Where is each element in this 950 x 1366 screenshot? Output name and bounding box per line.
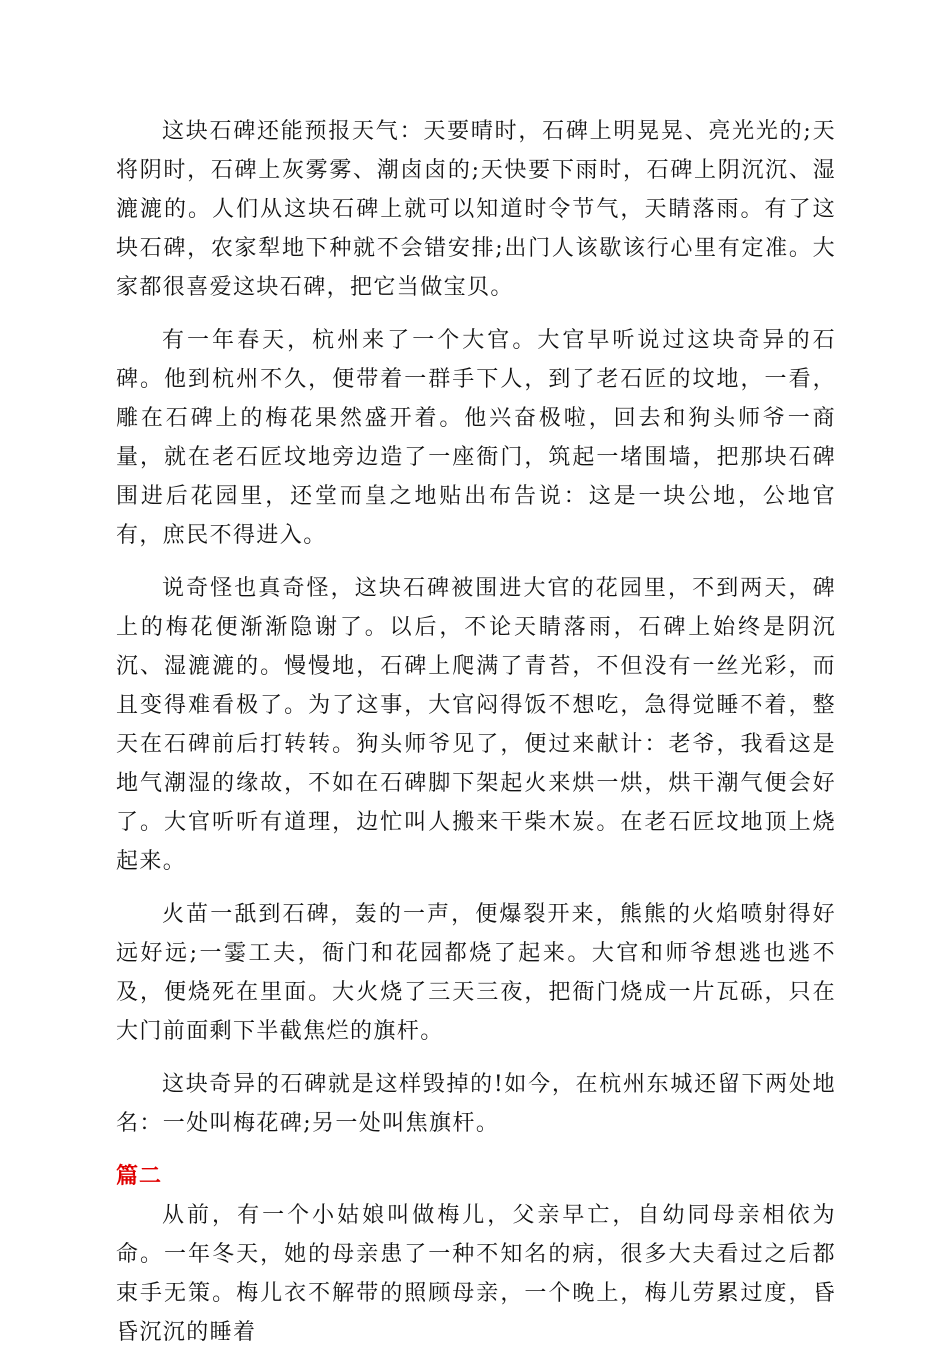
paragraph-fire: 火苗一舐到石碑，轰的一声，便爆裂开来，熊熊的火焰喷射得好远好远;一霎工夫，衙门和花园都烧了起来。大官和师爷想逃也逃不及，便烧死在里面。大火烧了三天三夜，把衙门烧成一片瓦砾，只在大门前面剩下半截焦烂的旗杆。 [116,902,836,1044]
paragraph-place-names: 这块奇异的石碑就是这样毁掉的!如今，在杭州东城还留下两处地名：一处叫梅花碑;另一处叫焦旗杆。 [116,1072,836,1136]
paragraph-meier: 从前，有一个小姑娘叫做梅儿，父亲早亡，自幼同母亲相依为命。一年冬天，她的母亲患了一种不知名的病，很多大夫看过之后都束手无策。梅儿衣不解带的照顾母亲，一个晚上，梅儿劳累过度，昏昏沉沉的睡着 [116,1203,836,1345]
paragraph-strange: 说奇怪也真奇怪，这块石碑被围进大官的花园里，不到两天，碑上的梅花便渐渐隐谢了。以后，不论天睛落雨，石碑上始终是阴沉沉、湿漉漉的。慢慢地，石碑上爬满了青苔，不但没有一丝光彩，而且变得难看极了。为了这事，大官闷得饭不想吃，急得觉睡不着，整天在石碑前后打转转。狗头师爷见了，便过来献计：老爷，我看这是地气潮湿的缘故，不如在石碑脚下架起火来烘一烘，烘干潮气便会好了。大官听听有道理，边忙叫人搬来干柴木炭。在老石匠坟地顶上烧起来。 [116,576,836,874]
document-page [116,112,836,1366]
section-heading: 篇二 [116,1164,163,1189]
paragraph-official: 有一年春天，杭州来了一个大官。大官早听说过这块奇异的石碑。他到杭州不久，便带着一群手下人，到了老石匠的坟地，一看，雕在石碑上的梅花果然盛开着。他兴奋极啦，回去和狗头师爷一商量，就在老石匠坟地旁边造了一座衙门，筑起一堵围墙，把那块石碑围进后花园里，还堂而皇之地贴出布告说：这是一块公地，公地官有，庶民不得进入。 [116,328,836,548]
paragraph-weather: 这块石碑还能预报天气：天要晴时，石碑上明晃晃、亮光光的;天将阴时，石碑上灰雾雾、潮卤卤的;天快要下雨时，石碑上阴沉沉、湿漉漉的。人们从这块石碑上就可以知道时令节气，天睛落雨。有了这块石碑，农家犁地下种就不会错安排;出门人该歇该行心里有定准。大家都很喜爱这块石碑，把它当做宝贝。 [116,119,836,300]
